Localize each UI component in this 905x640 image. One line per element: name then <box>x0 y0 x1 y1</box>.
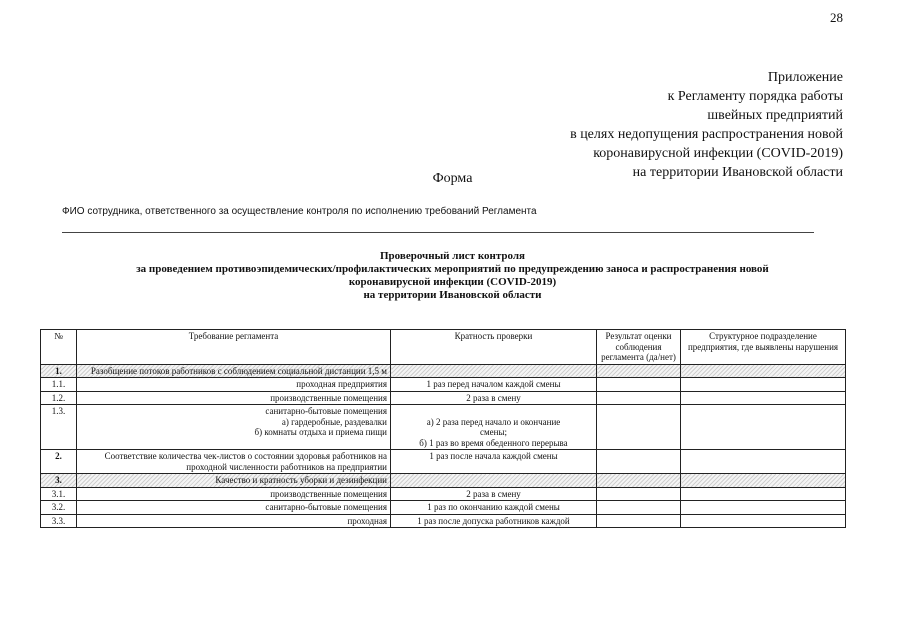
row-num: 3.1. <box>41 487 77 501</box>
row-requirement: производственные помещения <box>77 391 391 405</box>
row-result-cell[interactable] <box>597 450 681 474</box>
table-row <box>41 450 846 474</box>
appendix-line: швейных предприятий <box>707 108 843 123</box>
title-line: коронавирусной инфекции (COVID-2019) <box>348 276 557 288</box>
page-number: 28 <box>830 10 843 25</box>
row-num: 3.3. <box>41 514 77 528</box>
row-requirement: Качество и кратность уборки и дезинфекции <box>77 474 391 488</box>
row-frequency: 1 раз перед началом каждой смены <box>391 378 597 392</box>
table-row <box>41 487 846 501</box>
appendix-line: в целях недопущения распространения новой <box>570 127 843 142</box>
row-frequency: 2 раза в смену <box>391 391 597 405</box>
row-requirement: Разобщение потоков работников с соблюдением социальной дистанции 1,5 м <box>77 364 391 378</box>
appendix-header <box>570 68 843 182</box>
row-result-cell[interactable] <box>597 474 681 488</box>
requirement-line: санитарно-бытовые помещения <box>265 406 387 416</box>
row-frequency: 1 раз после начала каждой смены <box>391 450 597 474</box>
frequency-line: смены; <box>479 427 508 437</box>
row-num: 3.2. <box>41 501 77 515</box>
row-result-cell[interactable] <box>597 391 681 405</box>
frequency-line: б) 1 раз во время обеденного перерыва <box>419 437 568 448</box>
appendix-line: коронавирусной инфекции (COVID-2019) <box>593 146 843 161</box>
row-num: 1.2. <box>41 391 77 405</box>
header-num: № <box>41 330 77 365</box>
table-row <box>41 405 846 450</box>
row-frequency: 1 раз по окончанию каждой смены <box>391 501 597 515</box>
row-num: 1.3. <box>41 405 77 450</box>
fio-fill-line[interactable] <box>62 232 814 233</box>
row-requirement: производственные помещения <box>77 487 391 501</box>
title-line: на территории Ивановской области <box>363 289 542 301</box>
header-department: Структурное подразделение предприятия, где выявлены нарушения <box>681 330 846 365</box>
row-result-cell[interactable] <box>597 487 681 501</box>
title-line: Проверочный лист контроля <box>380 250 525 262</box>
row-department-cell[interactable] <box>681 405 846 450</box>
checklist-table <box>40 329 846 528</box>
requirement-line: а) гардеробные, раздевалки <box>281 416 387 427</box>
row-frequency: 1 раз после допуска работников каждой <box>391 514 597 528</box>
row-result-cell[interactable] <box>597 501 681 515</box>
table-row <box>41 514 846 528</box>
fio-label: ФИО сотрудника, ответственного за осуществление контроля по исполнению требований Регламента <box>62 206 537 217</box>
checklist-title <box>40 250 865 302</box>
form-heading: Форма <box>432 171 473 186</box>
header-result: Результат оценки соблюдения регламента (да/нет) <box>597 330 681 365</box>
row-department-cell[interactable] <box>681 364 846 378</box>
header-frequency: Кратность проверки <box>391 330 597 365</box>
table-row <box>41 501 846 515</box>
table-row <box>41 378 846 392</box>
appendix-line: Приложение <box>767 70 843 85</box>
row-department-cell[interactable] <box>681 487 846 501</box>
frequency-line: а) 2 раза перед начало и окончание <box>426 416 561 427</box>
table-row <box>41 474 846 488</box>
row-requirement: Соответствие количества чек-листов о состоянии здоровья работников на проходной численности работников на предприятии <box>77 450 391 474</box>
row-frequency <box>391 364 597 378</box>
table-row <box>41 391 846 405</box>
row-num: 2. <box>41 450 77 474</box>
row-num: 1.1. <box>41 378 77 392</box>
row-department-cell[interactable] <box>681 378 846 392</box>
requirement-line: б) комнаты отдыха и приема пищи <box>254 427 387 437</box>
row-department-cell[interactable] <box>681 474 846 488</box>
row-department-cell[interactable] <box>681 514 846 528</box>
frequency-line <box>394 406 593 417</box>
row-requirement <box>77 405 391 450</box>
row-department-cell[interactable] <box>681 501 846 515</box>
row-department-cell[interactable] <box>681 391 846 405</box>
appendix-line: на территории Ивановской области <box>632 165 843 180</box>
header-requirement: Требование регламента <box>77 330 391 365</box>
table-header-row <box>41 330 846 365</box>
title-line: за проведением противоэпидемических/профилактических мероприятий по предупреждению заноса и распространения новой <box>136 263 769 275</box>
row-department-cell[interactable] <box>681 450 846 474</box>
row-result-cell[interactable] <box>597 378 681 392</box>
row-num: 1. <box>41 364 77 378</box>
table-row <box>41 364 846 378</box>
row-frequency: 2 раза в смену <box>391 487 597 501</box>
row-result-cell[interactable] <box>597 405 681 450</box>
row-frequency <box>391 405 597 450</box>
row-frequency <box>391 474 597 488</box>
appendix-line: к Регламенту порядка работы <box>667 89 843 104</box>
row-result-cell[interactable] <box>597 514 681 528</box>
row-result-cell[interactable] <box>597 364 681 378</box>
row-requirement: санитарно-бытовые помещения <box>77 501 391 515</box>
row-requirement: проходная <box>77 514 391 528</box>
row-requirement: проходная предприятия <box>77 378 391 392</box>
row-num: 3. <box>41 474 77 488</box>
